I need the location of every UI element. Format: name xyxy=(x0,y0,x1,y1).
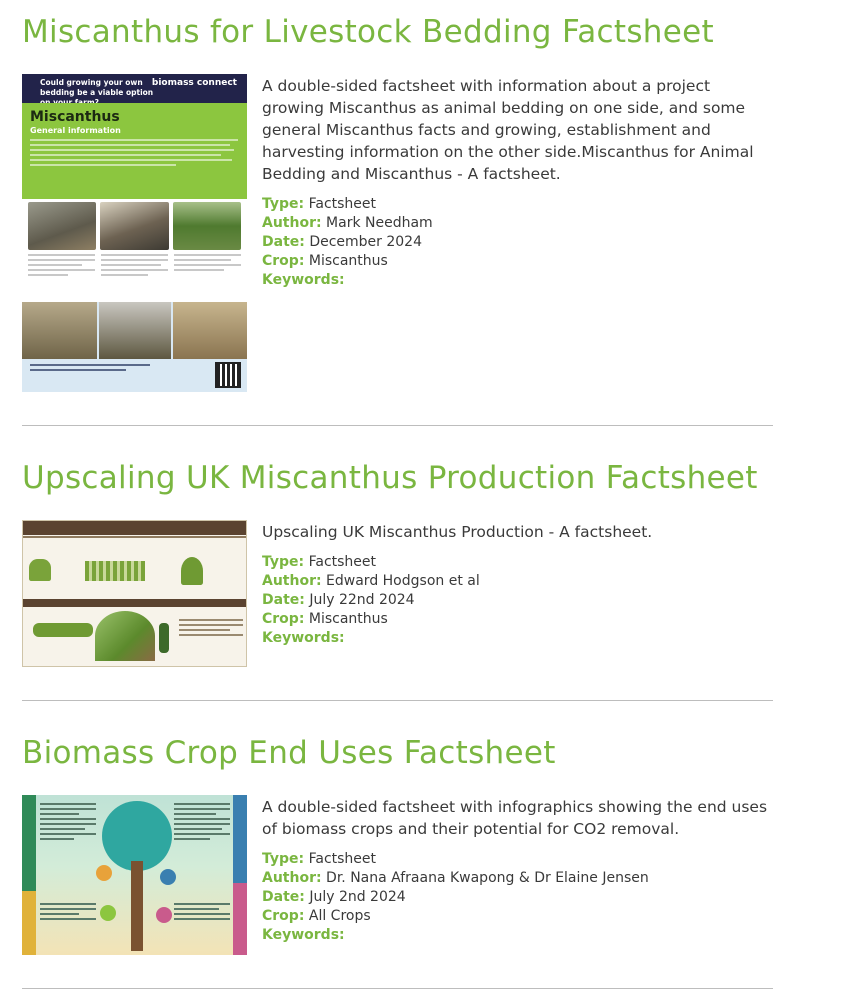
thumbnail-text-block xyxy=(179,619,243,639)
meta-keywords: Keywords: xyxy=(262,272,345,288)
thumbnail-footer-panel xyxy=(22,302,247,392)
crop-illustration xyxy=(85,561,145,581)
meta-keywords: Keywords: xyxy=(262,927,345,943)
entry-meta xyxy=(262,850,773,945)
entry-title xyxy=(22,12,773,52)
miscanthus-bales-image xyxy=(28,202,96,250)
meta-crop: Crop: All Crops xyxy=(262,908,371,924)
thumbnail-heading: Miscanthus xyxy=(30,109,120,125)
meta-crop: Crop: Miscanthus xyxy=(262,253,388,269)
meta-author: Author: Mark Needham xyxy=(262,215,433,231)
meta-author: Author: Dr. Nana Afraana Kwapong & Dr Elaine Jensen xyxy=(262,870,649,886)
entry-title-link[interactable]: Biomass Crop End Uses Factsheet xyxy=(22,735,556,771)
entry-info xyxy=(262,520,773,648)
thumbnail-subheading: General information xyxy=(30,126,121,135)
field-illustration xyxy=(33,623,93,637)
factsheet-thumbnail[interactable] xyxy=(22,74,247,392)
infographic-icon xyxy=(100,905,116,921)
thumbnail-text-block xyxy=(174,803,230,843)
infographic-icon xyxy=(156,907,172,923)
thumbnail-footer-text xyxy=(30,364,150,374)
thumbnail-side-band xyxy=(233,795,247,955)
factsheet-thumbnail[interactable] xyxy=(22,520,247,667)
infographic-icon xyxy=(96,865,112,881)
meta-type: Type: Factsheet xyxy=(262,554,377,570)
thumbnail-banner xyxy=(23,521,246,535)
meta-author: Author: Edward Hodgson et al xyxy=(262,573,480,589)
field-image xyxy=(22,302,97,359)
meta-date: Date: December 2024 xyxy=(262,234,422,250)
meta-type: Type: Factsheet xyxy=(262,196,377,212)
entry-title xyxy=(22,733,773,773)
thumbnail-bullets xyxy=(28,254,241,298)
meta-keywords: Keywords: xyxy=(262,630,345,646)
qr-code-icon xyxy=(215,362,241,388)
meta-date: Date: July 22nd 2024 xyxy=(262,592,415,608)
factsheet-entry xyxy=(22,12,773,394)
crop-rows-image xyxy=(99,302,171,359)
entry-description: A double-sided factsheet with infographics showing the end uses of biomass crops and their potential for CO2 removal. xyxy=(262,798,768,838)
infographic-icon xyxy=(160,869,176,885)
meta-date: Date: July 2nd 2024 xyxy=(262,889,406,905)
biomass-connect-logo: biomass connect xyxy=(151,78,237,88)
meta-type: Type: Factsheet xyxy=(262,851,377,867)
entry-title-link[interactable]: Miscanthus for Livestock Bedding Factsheet xyxy=(22,14,714,50)
entry-meta xyxy=(262,195,773,290)
entry-title xyxy=(22,458,773,498)
thumbnail-text-block xyxy=(174,903,230,923)
factsheet-entry xyxy=(22,733,773,960)
entry-divider xyxy=(22,700,773,701)
entry-divider xyxy=(22,988,773,989)
entry-body xyxy=(22,795,773,960)
crop-illustration xyxy=(29,559,51,581)
tractor-image xyxy=(173,202,241,250)
entry-title-link[interactable]: Upscaling UK Miscanthus Production Factsheet xyxy=(22,460,758,496)
thumbnail-side-band xyxy=(22,795,36,955)
entry-body xyxy=(22,520,773,680)
thumbnail-banner xyxy=(22,74,247,103)
thumbnail-infographic xyxy=(23,539,246,667)
entry-info xyxy=(262,795,773,945)
thumbnail-banner-text: Could growing your own bedding be a viable option xyxy=(40,78,154,97)
thumbnail-green-panel xyxy=(22,103,247,199)
entry-divider xyxy=(22,425,773,426)
entry-meta xyxy=(262,553,773,648)
entry-info xyxy=(262,74,773,290)
thumbnail-text-block xyxy=(40,903,96,923)
harvest-image xyxy=(173,302,247,359)
thumbnail-text-block xyxy=(40,803,96,843)
factsheet-entry xyxy=(22,458,773,680)
meta-crop: Crop: Miscanthus xyxy=(262,611,388,627)
thumbnail-photo-row xyxy=(28,202,241,250)
farmer-illustration xyxy=(159,623,169,653)
factsheet-thumbnail[interactable] xyxy=(22,795,247,955)
hillside-illustration xyxy=(95,611,155,661)
planting-image xyxy=(100,202,168,250)
thumbnail-text-block xyxy=(30,139,238,169)
crop-illustration xyxy=(181,557,203,585)
entry-body xyxy=(22,74,773,394)
entry-description: A double-sided factsheet with information about a project growing Miscanthus as animal bedding on one side, and some general Miscanthus facts and growing, establishment and harvesting information on the other side.Miscanthus for Animal Bedding and Miscanthus - A factsheet. xyxy=(262,77,754,183)
entry-description: Upscaling UK Miscanthus Production - A factsheet. xyxy=(262,523,653,541)
